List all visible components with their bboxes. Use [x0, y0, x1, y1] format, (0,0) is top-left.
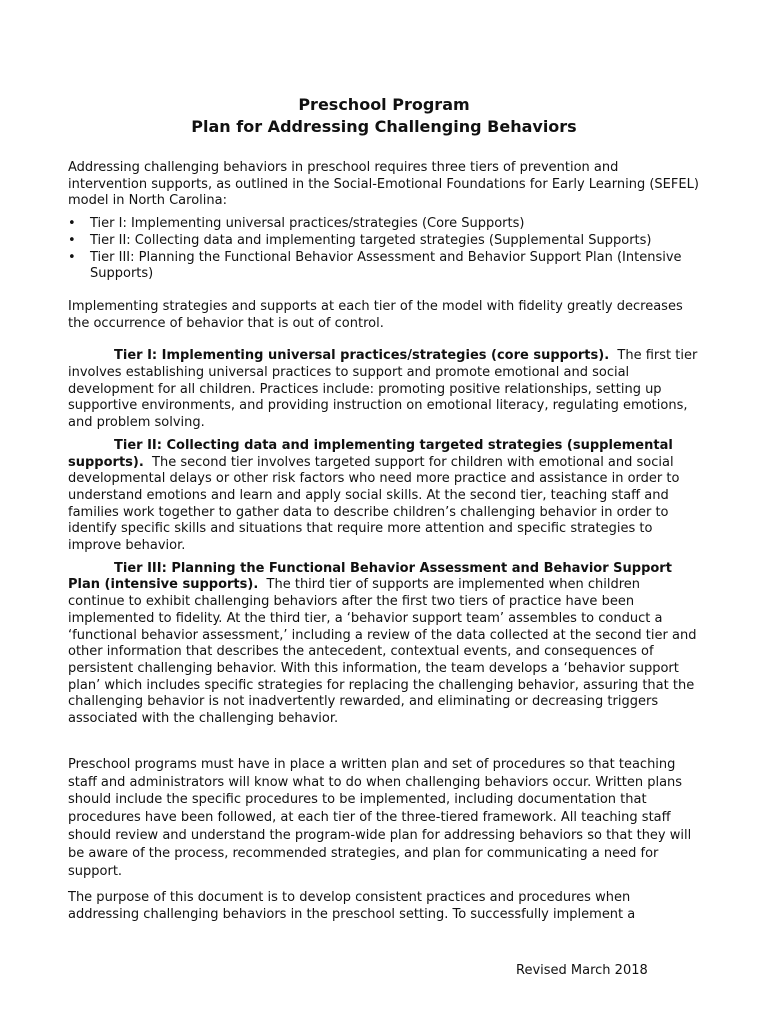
- tier-3-paragraph: [68, 561, 700, 728]
- purpose-paragraph: The purpose of this document is to develop consistent practices and procedures when addressing challenging behaviors in the preschool setting. To successfully implement a: [68, 890, 636, 923]
- programs-paragraph: Preschool programs must have in place a written plan and set of procedures so that teaching staff and administrators will know what to do when challenging behaviors occur. Written plans should include the specific procedures to be implemented, including documentation that procedures have been followed, at each tier of the three-tiered framework. All teaching staff should review and understand the program-wide plan for addressing behaviors so that they will be aware of the process, recommended strategies, and plan for communicating a need for support.: [68, 756, 692, 879]
- title-line-1: Preschool Program: [298, 95, 470, 114]
- list-item: [68, 216, 700, 233]
- revision-footer: Revised March 2018: [516, 963, 648, 978]
- tier-1-heading: Tier I: Implementing universal practices/strategies (core supports).: [114, 348, 610, 364]
- list-item: [68, 233, 700, 250]
- tier-3-body: The third tier of supports are implemented when children continue to exhibit challenging behaviors after the first two tiers of practice have been implemented to fidelity. At the third tier, a ‘behavior support team’ assembles to conduct a ‘functional behavior assessment,’ including a review of the data collected at the second tier and other information that describes the antecedent, contextual events, and consequences of persistent challenging behavior. With this information, the team develops a ‘behavior support plan’ which includes specific strategies for replacing the challenging behavior, assuring that the challenging behavior is not inadvertently rewarded, and eliminating or decreasing triggers associated with the challenging behavior.: [68, 577, 697, 727]
- title-line-2: Plan for Addressing Challenging Behaviors: [191, 117, 577, 136]
- tier-2-body: The second tier involves targeted support for children with emotional and social developmental delays or other risk factors who need more practice and assistance in order to understand emotions and learn and apply social skills. At the second tier, teaching staff and families work together to gather data to describe children’s challenging behavior in order to identify specific skills and situations that require more attention and specific strategies to improve behavior.: [68, 454, 680, 554]
- bullet-icon: •: [68, 249, 76, 265]
- bullet-icon: •: [68, 232, 76, 248]
- tier-2-paragraph: [68, 438, 700, 555]
- tier-3-heading: Tier III: Planning the Functional Behavior Assessment and Behavior Support Plan (intensive supports).: [68, 560, 672, 593]
- list-item-text: Tier I: Implementing universal practices/strategies (Core Supports): [90, 216, 525, 232]
- list-item: [68, 250, 700, 283]
- bullet-icon: •: [68, 216, 76, 232]
- tier-2-heading: Tier II: Collecting data and implementing targeted strategies (supplemental supports).: [68, 437, 673, 470]
- document-page: [68, 94, 700, 924]
- implementing-paragraph: Implementing strategies and supports at each tier of the model with fidelity greatly decreases the occurrence of behavior that is out of control.: [68, 298, 683, 331]
- tier-1-paragraph: [68, 348, 700, 432]
- list-item-text: Tier III: Planning the Functional Behavior Assessment and Behavior Support Plan (Intensive Supports): [90, 249, 682, 282]
- tier-list: [68, 216, 700, 283]
- list-item-text: Tier II: Collecting data and implementing targeted strategies (Supplemental Supports): [90, 232, 652, 248]
- tier-1-body: The first tier involves establishing universal practices to support and promote emotional and social development for all children. Practices include: promoting positive relationships, setting up supportive environments, and providing instruction on emotional literacy, regulating emotions, and problem solving.: [68, 348, 698, 431]
- intro-paragraph: Addressing challenging behaviors in preschool requires three tiers of prevention and intervention supports, as outlined in the Social-Emotional Foundations for Early Learning (SEFEL) model in North Carolina:: [68, 160, 699, 209]
